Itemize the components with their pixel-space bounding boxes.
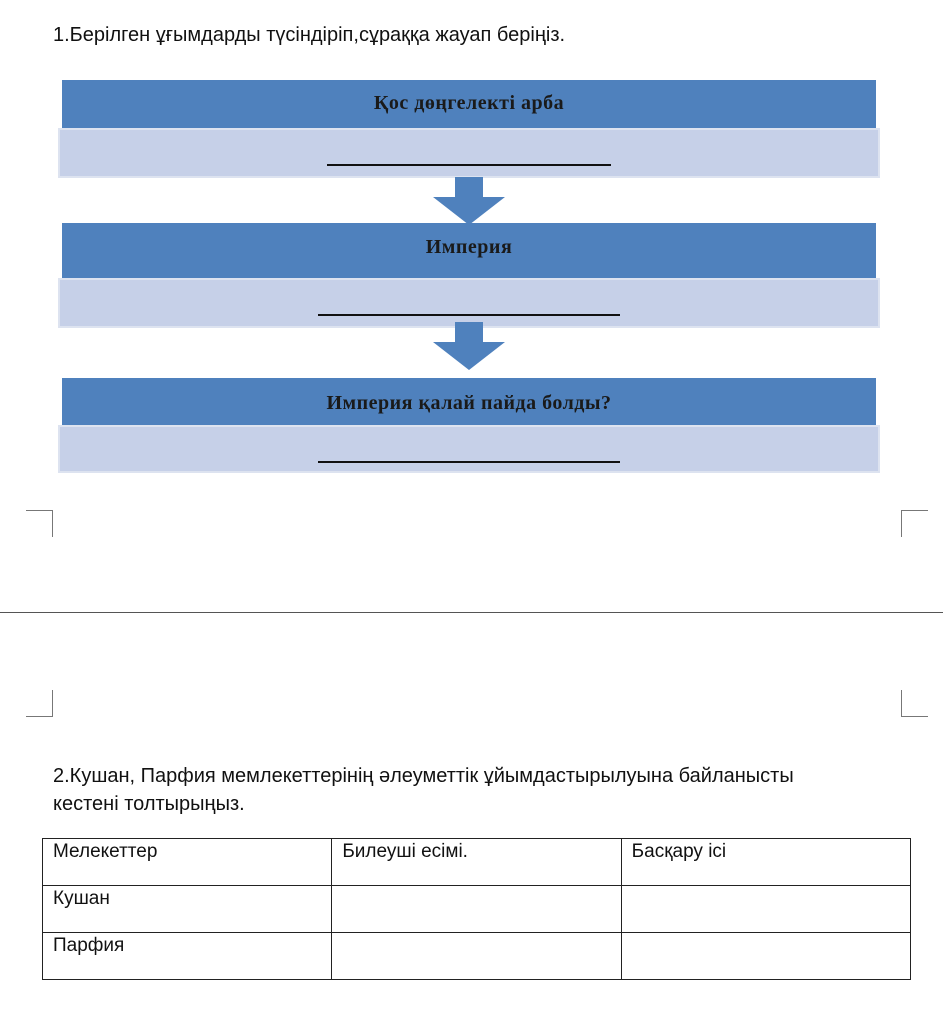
concept-box-chariot [58,80,880,178]
answer-line [318,461,620,463]
crop-mark [26,510,53,537]
down-arrow-icon [433,177,505,225]
table-cell-governance[interactable] [621,886,910,933]
concept-label: Қос дөңгелекті арба [62,80,876,128]
answer-area [58,128,880,178]
task2-title [53,762,794,818]
task2-title-line: 2.Кушан, Парфия мемлекеттерінің әлеуметтік ұйымдастырылуына байланысты [53,765,794,787]
crop-mark [901,510,928,537]
table-cell-state: Парфия [43,933,332,980]
table-header-cell: Мелекеттер [43,839,332,886]
answer-area [58,278,880,328]
answer-line [318,314,620,316]
answer-line [327,164,611,166]
table-header-row [43,839,911,886]
question-box [58,378,880,473]
down-arrow-icon [433,322,505,370]
question-label: Империя қалай пайда болды? [62,378,876,425]
table-row [43,933,911,980]
table-header-cell: Басқару ісі [621,839,910,886]
crop-mark [26,690,53,717]
table-cell-governance[interactable] [621,933,910,980]
concept-label: Империя [62,223,876,278]
table-cell-ruler[interactable] [332,886,621,933]
concept-box-empire [58,223,880,328]
table-header-cell: Билеуші есімі. [332,839,621,886]
states-table [42,838,911,980]
table-cell-ruler[interactable] [332,933,621,980]
page-separator [0,612,943,613]
task2-title-line: кестені толтырыңыз. [53,793,245,815]
table-cell-state: Кушан [43,886,332,933]
crop-mark [901,690,928,717]
answer-area [58,425,880,473]
task1-title: 1.Берілген ұғымдарды түсіндіріп,сұраққа жауап беріңіз. [53,24,566,46]
table-row [43,886,911,933]
